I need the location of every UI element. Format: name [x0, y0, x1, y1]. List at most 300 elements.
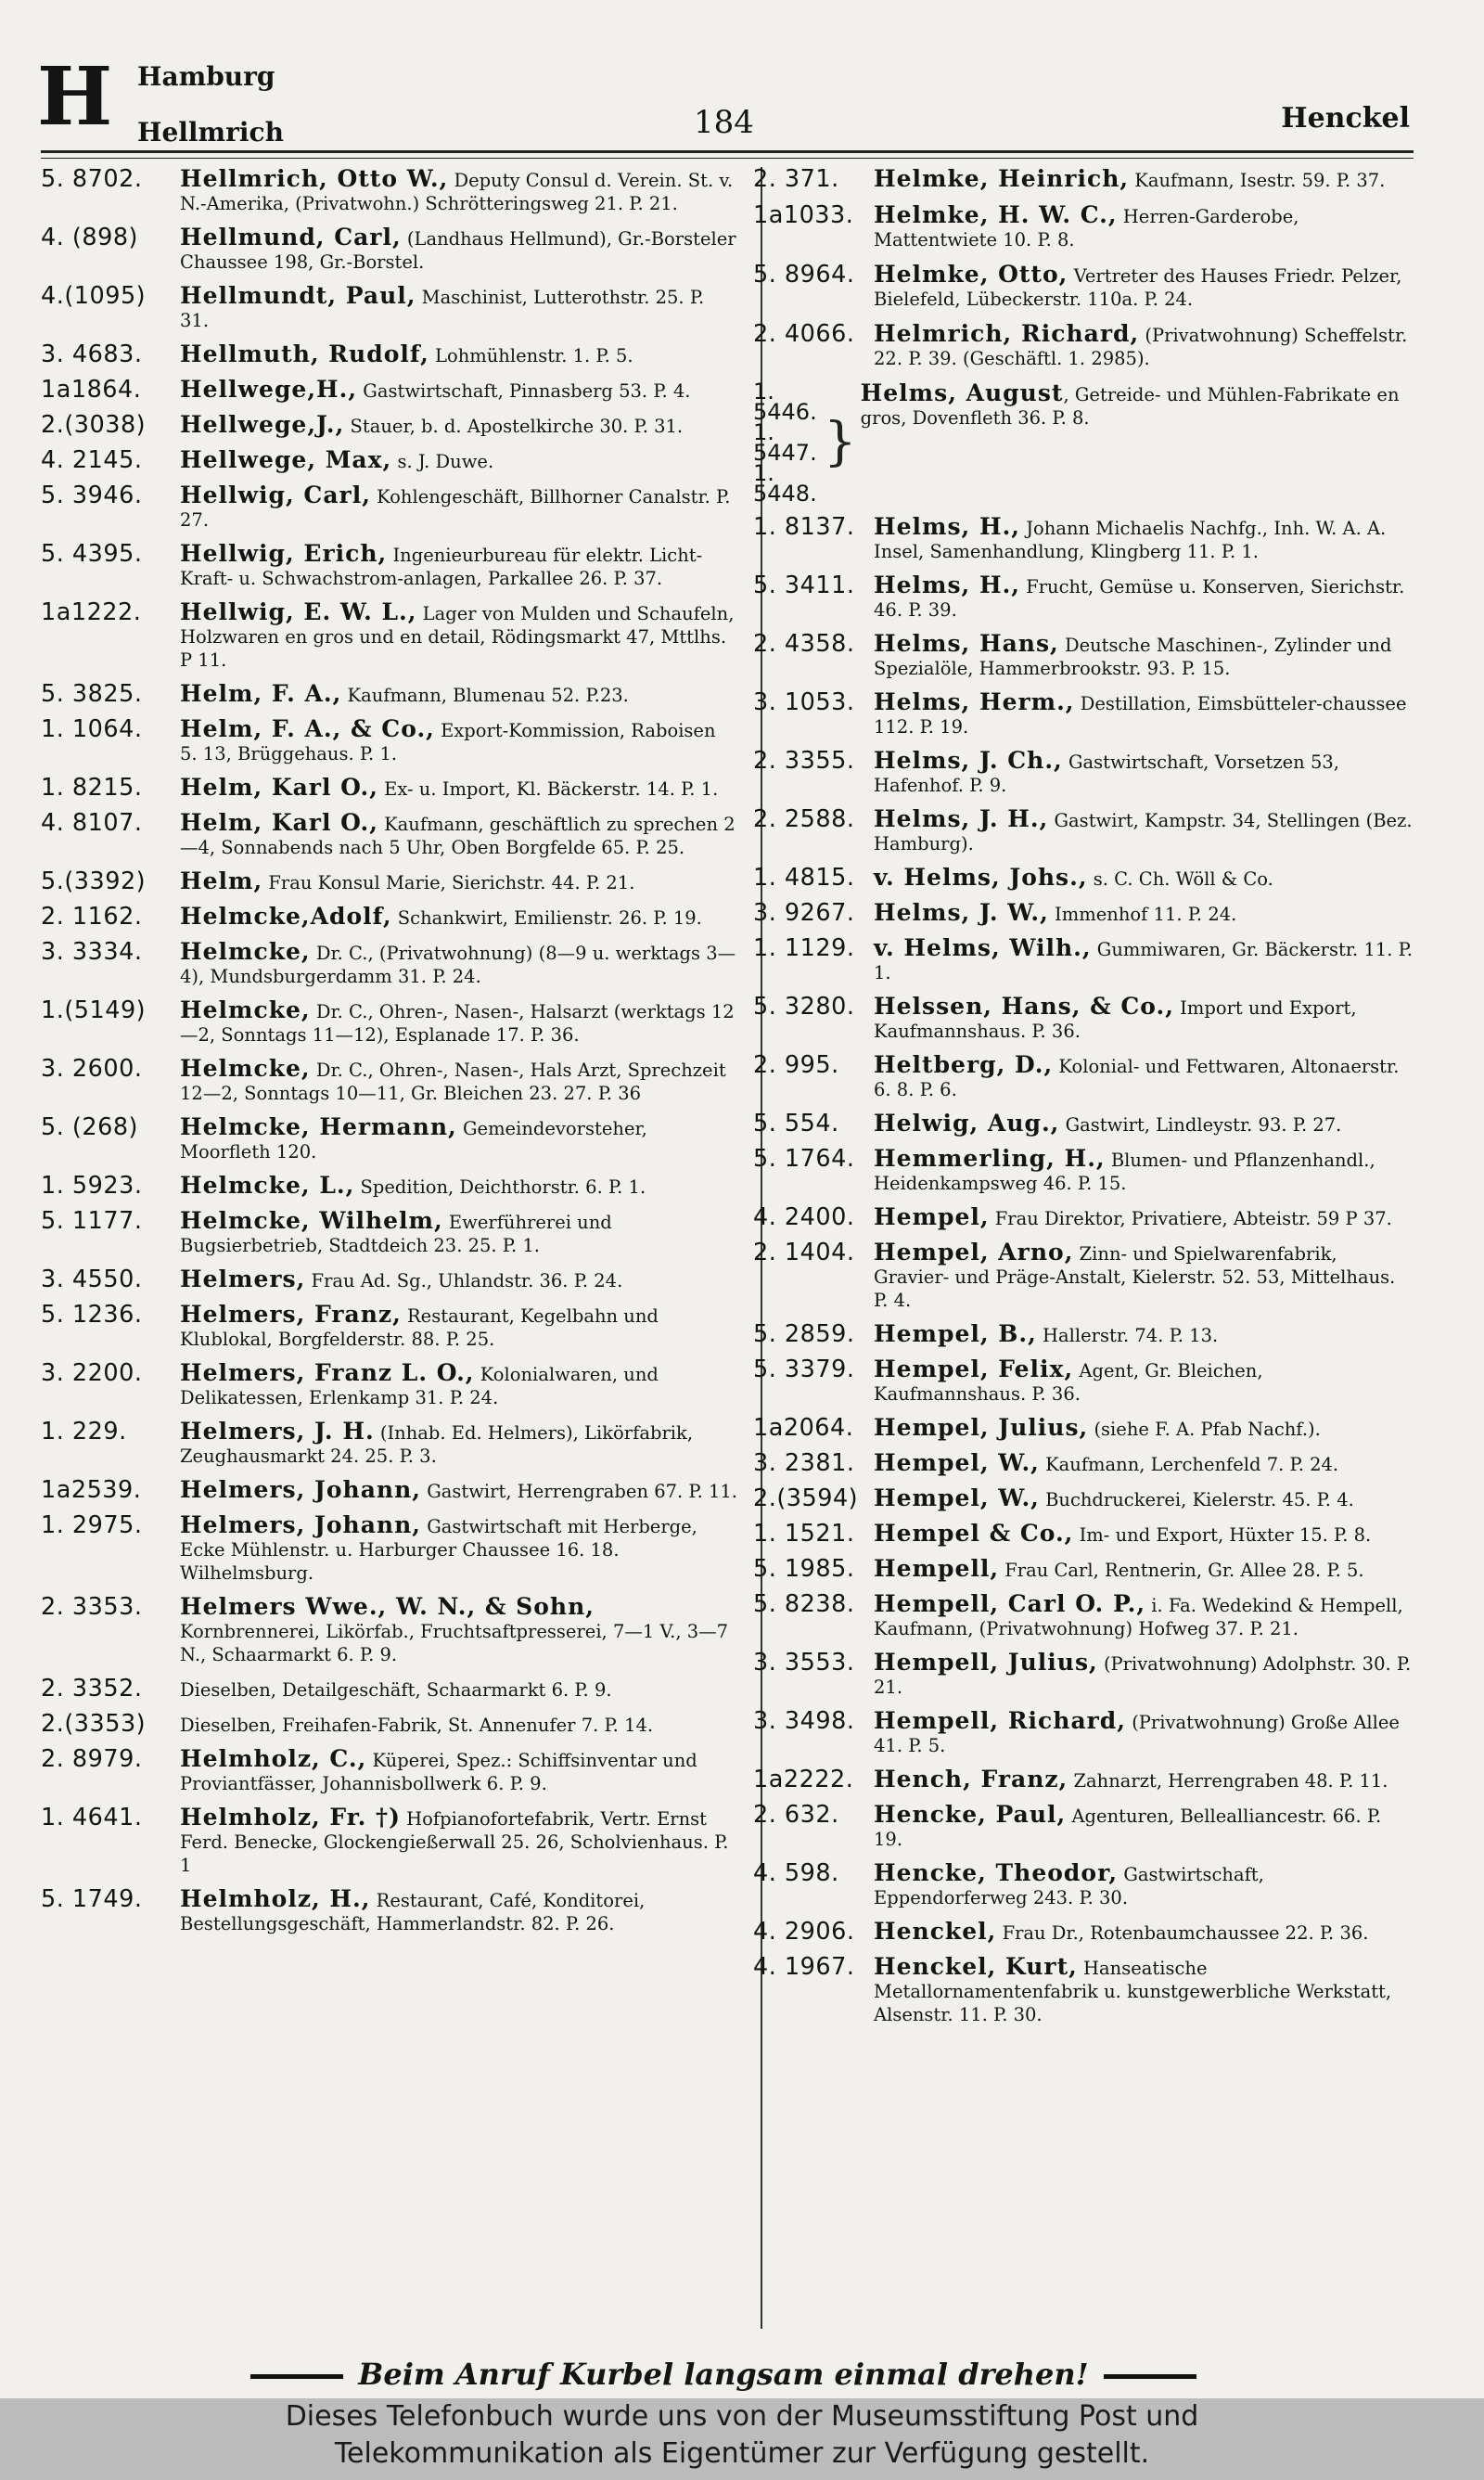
entry-details: Kaufmann, geschäftlich zu sprechen 2—4, Sonnabends nach 5 Uhr, Oben Borgfelde 65. P. 25.: [180, 814, 736, 858]
entry-name: Hempel, B.,: [874, 1320, 1037, 1347]
entry-text: [180, 483, 738, 532]
header-city: Hamburg: [137, 61, 275, 92]
entry-details: i. Fa. Wedekind & Hempell, Kaufmann, (Privatwohnung) Hofweg 37. P. 21.: [874, 1595, 1403, 1639]
entry-number: 3. 3498.: [753, 1707, 855, 1735]
entry-name: Helssen, Hans, & Co.,: [874, 993, 1174, 1020]
credit-line-1: Dieses Telefonbuch wurde uns von der Museumsstiftung Post und: [285, 2400, 1199, 2433]
entry-name: Hellmundt, Paul,: [180, 282, 416, 309]
entry-number: 2. 1162.: [41, 903, 143, 931]
entry-name: Helm, Karl O.,: [180, 774, 378, 801]
directory-entry: [753, 1451, 1414, 1476]
entry-text: [180, 1209, 738, 1257]
entry-name: Helmers, J. H.: [180, 1418, 375, 1445]
directory-entry: [753, 1709, 1414, 1757]
directory-entry: [41, 342, 738, 367]
entry-number: 1. 8137.: [753, 513, 855, 541]
entry-details: Hanseatische Metallornamentenfabrik u. kunstgewerbliche Werkstatt, Alsenstr. 11. P. 30.: [874, 1958, 1392, 2025]
entry-text: [180, 167, 738, 215]
entry-text: [874, 573, 1414, 622]
entry-name: Helms, H.,: [874, 572, 1020, 598]
entry-name: Hencke, Theodor,: [874, 1859, 1119, 1886]
entry-number: 5. 3280.: [753, 993, 855, 1021]
entry-details: (Privatwohnung) Adolphstr. 30. P. 21.: [874, 1653, 1412, 1698]
directory-entry: [753, 167, 1414, 192]
entry-details: (siehe F. A. Pfab Nachf.).: [1094, 1419, 1321, 1440]
entry-number: 4. 8107.: [41, 809, 143, 837]
entry-name: Hempel, W.,: [874, 1484, 1040, 1511]
directory-entry: [753, 573, 1414, 622]
entry-details: Agent, Gr. Bleichen, Kaufmannshaus. P. 36.: [874, 1360, 1263, 1405]
entry-text: [874, 1147, 1414, 1195]
directory-entry: [753, 749, 1414, 797]
directory-entry: [753, 1861, 1414, 1909]
entry-name: Helms, J. Ch.,: [874, 747, 1063, 774]
directory-entry: [41, 167, 738, 215]
entry-text: [180, 776, 738, 801]
entry-number: 5. (268): [41, 1113, 139, 1141]
entry-text: [874, 1955, 1414, 2026]
entry-details: Import und Export, Kaufmannshaus. P. 36.: [874, 997, 1357, 1042]
entry-text: [180, 1513, 738, 1585]
entry-details: Gastwirtschaft, Vorsetzen 53, Hafenhof. P. 9.: [874, 752, 1339, 796]
entry-name: Helmrich, Richard,: [874, 320, 1140, 347]
directory-entry: [41, 998, 738, 1047]
entry-name: Helmke, Otto,: [874, 261, 1068, 288]
directory-entry: [753, 1322, 1414, 1347]
entry-text: [180, 682, 738, 707]
entry-name: Henckel,: [874, 1918, 997, 1945]
entry-number: 1. 1064.: [41, 715, 143, 743]
entry-name: Hellwege, Max,: [180, 446, 392, 473]
entry-text: [874, 167, 1414, 192]
entry-text: [180, 448, 738, 473]
entry-name: Helmcke, Wilhelm,: [180, 1207, 443, 1234]
entry-details: Küperei, Spez.: Schiffsinventar und Proviantfässer, Johannisbollwerk 6. P. 9.: [180, 1750, 697, 1794]
entry-details: Destillation, Eimsbütteler-chaussee 112. P. 19.: [874, 693, 1407, 738]
entry-name: Hempell,: [874, 1555, 1000, 1582]
directory-entry: [41, 542, 738, 590]
entry-name: Helmers,: [180, 1266, 306, 1292]
entry-details: (Privatwohnung) Große Allee 41. P. 5.: [874, 1712, 1400, 1756]
entry-name: Hempel & Co.,: [874, 1520, 1074, 1547]
entry-details: s. C. Ch. Wöll & Co.: [1093, 868, 1273, 890]
entry-text: [874, 1112, 1414, 1137]
entry-details: Frau Konsul Marie, Sierichstr. 44. P. 21.: [268, 872, 635, 893]
directory-entry: [753, 807, 1414, 855]
entry-text: [874, 1592, 1414, 1640]
entry-details: Gastwirtschaft, Eppendorferweg 243. P. 30.: [874, 1864, 1264, 1908]
entry-text: [874, 263, 1414, 311]
entry-text: [874, 1205, 1414, 1230]
entry-details: Zahnarzt, Herrengraben 48. P. 11.: [1073, 1770, 1388, 1792]
entry-number: 1. 4815.: [753, 864, 855, 892]
directory-entry: [753, 1147, 1414, 1195]
entry-number: 5. 1236.: [41, 1301, 143, 1329]
entry-name: Helmers, Franz,: [180, 1301, 402, 1328]
entry-text: [180, 717, 738, 765]
entry-details: Kornbrennerei, Likörfab., Fruchtsaftpresserei, 7—1 V., 3—7 N., Schaarmarkt 6. P. 9.: [180, 1621, 729, 1665]
entry-text: [180, 1420, 738, 1468]
entry-details: (Privatwohnung) Scheffelstr. 22. P. 39. (Geschäftl. 1. 2985).: [874, 325, 1408, 369]
entry-text: [180, 225, 738, 274]
entry-details: Maschinist, Lutterothstr. 25. P. 31.: [180, 287, 705, 331]
entry-details: Kaufmann, Blumenau 52. P.23.: [347, 685, 629, 706]
entry-details: Stauer, b. d. Apostelkirche 30. P. 31.: [350, 416, 684, 437]
directory-entry: [753, 1416, 1414, 1441]
entry-name: Helmcke, Hermann,: [180, 1113, 457, 1140]
footer-dash-right: [1104, 2374, 1196, 2379]
directory-entry: [41, 600, 738, 672]
footer-notice: [176, 2357, 1271, 2392]
entry-text: [180, 1595, 738, 1666]
directory-entry: [41, 1478, 738, 1503]
entry-details: Johann Michaelis Nachfg., Inh. W. A. A. Insel, Samenhandlung, Klingberg 11. P. 1.: [874, 518, 1387, 562]
entry-name: v. Helms, Johs.,: [874, 864, 1088, 891]
entry-text: [874, 995, 1414, 1043]
entry-number: 1a1222.: [41, 598, 142, 626]
entry-text: [180, 811, 738, 859]
entry-name: Hellwig, Erich,: [180, 540, 388, 567]
directory-entry: [753, 866, 1414, 891]
entry-number: 5. 3946.: [41, 482, 143, 509]
header-last-entry: Henckel: [1281, 102, 1410, 135]
entry-name: Helms, J. W.,: [874, 899, 1049, 926]
entry-text: [874, 901, 1414, 926]
directory-entry: [41, 1712, 738, 1737]
entry-number: 2. 995.: [753, 1051, 839, 1079]
entry-number: 3. 2200.: [41, 1359, 143, 1387]
entry-details: Agenturen, Bellealliancestr. 66. P. 19.: [874, 1805, 1382, 1850]
entry-text: [180, 1747, 738, 1795]
directory-entry: [753, 203, 1414, 251]
entry-number: 1. 5448.: [753, 460, 817, 507]
entry-details: Restaurant, Kegelbahn und Klublokal, Borgfelderstr. 88. P. 25.: [180, 1305, 659, 1350]
entry-number: 4. 1967.: [753, 1953, 855, 1981]
entry-number: 5. 3379.: [753, 1356, 855, 1383]
entry-name: Helmers Wwe., W. N., & Sohn,: [180, 1593, 595, 1620]
entry-details: Gastwirt, Herrengraben 67. P. 11.: [427, 1481, 738, 1502]
footer-notice-text: Beim Anruf Kurbel langsam einmal drehen!: [358, 2357, 1089, 2392]
entry-name: Helmke, Heinrich,: [874, 165, 1130, 192]
directory-entry: [753, 1920, 1414, 1945]
directory-entry: [753, 263, 1414, 311]
directory-entry: [41, 1209, 738, 1257]
directory-entry: [41, 284, 738, 332]
directory-entry: [41, 448, 738, 473]
entry-details: Deputy Consul d. Verein. St. v. N.-Amerika, (Privatwohn.) Schrötteringsweg 21. P. 21.: [180, 170, 734, 214]
entry-name: Helm,: [180, 867, 263, 894]
directory-entry: [41, 1595, 738, 1666]
entry-details: Frau Dr., Rotenbaumchaussee 22. P. 36.: [1002, 1922, 1369, 1944]
entry-number: 3. 2381.: [753, 1449, 855, 1477]
entry-name: Hempel,: [874, 1203, 990, 1230]
entry-name: Hemmerling, H.,: [874, 1145, 1106, 1172]
entry-number: 5. 1177.: [41, 1207, 143, 1235]
entry-text: [180, 1174, 738, 1199]
entry-details: Frau Carl, Rentnerin, Gr. Allee 28. P. 5.: [1004, 1560, 1364, 1581]
entry-number: 5.(3392): [41, 867, 147, 895]
entry-number: 5. 2859.: [753, 1320, 855, 1348]
entry-details: Kaufmann, Lerchenfeld 7. P. 24.: [1045, 1454, 1339, 1475]
directory-entry: [41, 869, 738, 894]
directory-entry: [41, 682, 738, 707]
entry-name: Helmke, H. W. C.,: [874, 201, 1118, 228]
entry-text: [180, 1115, 738, 1163]
entry-number: 5. 1749.: [41, 1885, 143, 1913]
entry-details: (Landhaus Hellmund), Gr.-Borsteler Chaussee 198, Gr.-Borstel.: [180, 228, 736, 273]
entry-name: Helmcke,: [180, 996, 311, 1023]
entry-details: Herren-Garderobe, Mattentwiete 10. P. 8.: [874, 206, 1299, 251]
entry-name: Heltberg, D.,: [874, 1051, 1054, 1078]
directory-entry: [753, 1357, 1414, 1406]
directory-entry: [41, 776, 738, 801]
entry-name: Hellmund, Carl,: [180, 224, 402, 251]
entry-text: [874, 936, 1414, 984]
directory-entry: [41, 1361, 738, 1409]
entry-number: 5. 3825.: [41, 680, 143, 708]
entry-number: 5. 1985.: [753, 1555, 855, 1583]
entry-name: Hellmrich, Otto W.,: [180, 165, 449, 192]
entry-details: Gemeindevorsteher, Moorfleth 120.: [180, 1118, 647, 1163]
entry-number: 2.(3038): [41, 411, 147, 439]
entry-name: Helms, Herm.,: [874, 688, 1075, 715]
entry-text: [874, 1651, 1414, 1699]
entry-name: Helmcke,: [180, 1055, 311, 1082]
entry-name: Helm, Karl O.,: [180, 809, 378, 836]
entry-number: 1. 1129.: [753, 934, 855, 962]
directory-entry: [753, 1767, 1414, 1793]
entry-name: Helmholz, C.,: [180, 1745, 367, 1772]
entry-number: 1a2064.: [753, 1414, 854, 1442]
entry-name: Hellwege,J.,: [180, 411, 345, 438]
entry-text: [180, 1805, 738, 1877]
directory-entry: [41, 1267, 738, 1292]
directory-entry: [753, 1486, 1414, 1511]
section-letter: H: [37, 50, 113, 144]
entry-text: [180, 1712, 738, 1737]
directory-entry: [41, 1174, 738, 1199]
directory-entry: [753, 515, 1414, 563]
entry-text: [180, 905, 738, 930]
entry-text: [180, 940, 738, 988]
entry-number: 2. 2588.: [753, 805, 855, 833]
directory-entry: [753, 936, 1414, 984]
header-rule-thin: [41, 158, 1414, 159]
entry-text: [180, 1677, 738, 1702]
entry-text: [874, 690, 1414, 739]
credit-bar: [0, 2398, 1484, 2480]
entry-name: Hempel, W.,: [874, 1449, 1040, 1476]
entry-text: [874, 1416, 1414, 1441]
entry-text: [180, 869, 738, 894]
directory-entry: [41, 1115, 738, 1163]
entry-number: 1. 4641.: [41, 1804, 143, 1831]
entry-details: Lohmühlenstr. 1. P. 5.: [435, 345, 633, 366]
directory-entry: [41, 1420, 738, 1468]
entry-text: [180, 1361, 738, 1409]
entry-name: Helm, F. A., & Co.,: [180, 715, 435, 742]
entry-number: 5. 8238.: [753, 1590, 855, 1618]
entry-details: Frau Ad. Sg., Uhlandstr. 36. P. 24.: [311, 1270, 623, 1291]
entry-details: Ewerführerei und Bugsierbetrieb, Stadtdeich 23. 25. P. 1.: [180, 1212, 612, 1256]
entry-details: Kaufmann, Isestr. 59. P. 37.: [1134, 170, 1386, 191]
entry-text: [874, 203, 1414, 251]
entry-text: [180, 413, 738, 438]
entry-details: Immenhof 11. P. 24.: [1055, 904, 1237, 925]
entry-name: Helmers, Franz L. O.,: [180, 1359, 475, 1386]
entry-text: [874, 1053, 1414, 1101]
entry-name: Helm, F. A.,: [180, 680, 342, 707]
entry-number: 3. 1053.: [753, 688, 855, 716]
entry-details: Dieselben, Freihafen-Fabrik, St. Annenufer 7. P. 14.: [180, 1715, 654, 1736]
entry-details: Spedition, Deichthorstr. 6. P. 1.: [360, 1176, 646, 1198]
entry-details: Dr. C., Ohren-, Nasen-, Hals Arzt, Sprechzeit 12—2, Sonntags 10—11, Gr. Bleichen 23. 27. P. 36: [180, 1060, 726, 1104]
entry-details: Export-Kommission, Raboisen 5. 13, Brüggehaus. P. 1.: [180, 720, 716, 765]
entry-details: Ingenieurbureau für elektr. Licht- Kraft- u. Schwachstrom-anlagen, Parkallee 26. P. 37.: [180, 545, 703, 589]
entry-details: Lager von Mulden und Schaufeln, Holzwaren en gros und en detail, Rödingsmarkt 47, Mttlhs. P 11.: [180, 603, 735, 671]
entry-number: 3. 4683.: [41, 341, 143, 368]
entry-number: 4. (898): [41, 224, 139, 251]
entry-number: 2. 371.: [753, 165, 839, 193]
directory-entry: [41, 483, 738, 532]
entry-text: [180, 600, 738, 672]
entry-text: [874, 1357, 1414, 1406]
entry-details: Kolonialwaren, und Delikatessen, Erlenkamp 31. P. 24.: [180, 1364, 659, 1408]
entry-details: Kohlengeschäft, Billhorner Canalstr. P. 27.: [180, 486, 731, 531]
entry-name: Hellwig, Carl,: [180, 482, 371, 508]
directory-entry: [41, 811, 738, 859]
entry-number: 2. 3352.: [41, 1675, 143, 1703]
entry-text: [874, 515, 1414, 563]
entry-details: Deutsche Maschinen-, Zylinder und Spezialöle, Hammerbrookstr. 93. P. 15.: [874, 635, 1392, 679]
entry-number: 1a1864.: [41, 376, 142, 404]
multi-number-group: [753, 379, 861, 507]
entry-number: 1a2222.: [753, 1766, 854, 1793]
entry-number: 2. 3355.: [753, 747, 855, 775]
page-number: 184: [694, 104, 754, 141]
entry-details: Dieselben, Detailgeschäft, Schaarmarkt 6. P. 9.: [180, 1679, 612, 1701]
entry-details: Blumen- und Pflanzenhandl., Heidenkampsweg 46. P. 15.: [874, 1150, 1375, 1194]
entry-name: v. Helms, Wilh.,: [874, 934, 1092, 961]
entry-numbers: [753, 379, 824, 507]
entry-name: Hellwig, E. W. L.,: [180, 598, 417, 625]
entry-number: 2.(3353): [41, 1710, 147, 1738]
header-first-entry: Hellmrich: [137, 117, 284, 148]
entry-name: Helwig, Aug.,: [874, 1110, 1060, 1137]
directory-entry: [753, 1205, 1414, 1230]
entry-details: s. J. Duwe.: [397, 451, 494, 472]
entry-name: Helms, J. H.,: [874, 805, 1049, 832]
entry-text: [180, 1303, 738, 1351]
entry-details: Im- und Export, Hüxter 15. P. 8.: [1079, 1524, 1372, 1546]
entry-number: 5. 3411.: [753, 572, 855, 599]
entry-number: 4. 2906.: [753, 1918, 855, 1946]
entry-details: Getreide- und Mühlen-Fabrikate en gros, Dovenfleth 36. P. 8.: [860, 384, 1400, 429]
entry-name: Hempel, Felix,: [874, 1356, 1074, 1382]
entry-details: Frau Direktor, Privatiere, Abteistr. 59 P 37.: [994, 1208, 1392, 1229]
directory-entry: [41, 940, 738, 988]
entry-text: [874, 1451, 1414, 1476]
entry-name: Hempell, Julius,: [874, 1649, 1098, 1676]
entry-text: [874, 1767, 1414, 1793]
entry-number: 2. 632.: [753, 1801, 839, 1829]
entry-name: Hempell, Carl O. P.,: [874, 1590, 1146, 1617]
directory-entry: [753, 1240, 1414, 1312]
entry-number: 3. 4550.: [41, 1266, 143, 1293]
entry-number: 5. 4395.: [41, 540, 143, 568]
entry-details: Hallerstr. 74. P. 13.: [1043, 1325, 1219, 1346]
directory-entry: [41, 717, 738, 765]
entry-number: 1. 1521.: [753, 1520, 855, 1548]
entry-name: Helmholz, H.,: [180, 1885, 371, 1912]
entry-name: Helmholz, Fr. †): [180, 1804, 401, 1831]
entry-number: 3. 3334.: [41, 938, 143, 966]
entry-number: 1a1033.: [753, 201, 854, 229]
entry-number: 2.(3594): [753, 1484, 859, 1512]
entry-text: [874, 749, 1414, 797]
entry-number: 1. 8215.: [41, 774, 143, 802]
entry-details: Ex- u. Import, Kl. Bäckerstr. 14. P. 1.: [384, 778, 719, 800]
entry-number: 2. 1404.: [753, 1239, 855, 1266]
directory-entry: [753, 995, 1414, 1043]
entry-name: Helms, Hans,: [874, 630, 1059, 657]
directory-entry: [41, 1303, 738, 1351]
entry-details: Gummiwaren, Gr. Bäckerstr. 11. P. 1.: [874, 939, 1413, 983]
right-column: [753, 167, 1414, 2037]
entry-details: Buchdruckerei, Kielerstr. 45. P. 4.: [1045, 1489, 1354, 1510]
directory-entry: [753, 1053, 1414, 1101]
credit-line-2: Telekommunikation als Eigentümer zur Verfügung gestellt.: [334, 2437, 1150, 2470]
directory-entry: [41, 378, 738, 403]
entry-name: Helms, H.,: [874, 513, 1020, 540]
entry-number: 4.(1095): [41, 282, 147, 310]
header-rule: [41, 150, 1414, 153]
entry-text: [180, 378, 738, 403]
entry-number: 1a2539.: [41, 1476, 142, 1504]
entry-text: [874, 1557, 1414, 1582]
entry-text: [874, 1709, 1414, 1757]
entry-text: [874, 1240, 1414, 1312]
entry-number: 3. 9267.: [753, 899, 855, 927]
entry-details: Gastwirt, Lindleystr. 93. P. 27.: [1065, 1114, 1342, 1136]
entry-number: 5. 554.: [753, 1110, 839, 1137]
entry-number: 1. 5923.: [41, 1172, 143, 1200]
directory-entry: [753, 1112, 1414, 1137]
entry-text: [874, 1920, 1414, 1945]
entry-details: Kolonial- und Fettwaren, Altonaerstr. 6. 8. P. 6.: [874, 1056, 1400, 1100]
entry-text: [180, 1057, 738, 1105]
entry-name: Helmcke,: [180, 938, 311, 965]
directory-entry: [753, 632, 1414, 680]
entry-text: [874, 866, 1414, 891]
entry-text: [874, 322, 1414, 370]
directory-entry: [753, 690, 1414, 739]
directory-entry: [41, 1057, 738, 1105]
directory-entry: [753, 1803, 1414, 1851]
brace-icon: }: [824, 412, 857, 472]
entry-details: Zinn- und Spielwarenfabrik, Gravier- und Präge-Anstalt, Kielerstr. 52. 53, Mittelhaus. P. 4.: [874, 1243, 1396, 1311]
directory-entry: [753, 1557, 1414, 1582]
directory-entry: [41, 1677, 738, 1702]
entry-details: Gastwirtschaft, Pinnasberg 53. P. 4.: [363, 380, 691, 402]
left-column: [41, 167, 738, 1946]
entry-number: 2. 4358.: [753, 630, 855, 658]
entry-text: [180, 998, 738, 1047]
entry-number: 5. 8964.: [753, 261, 855, 289]
entry-number: 4. 2145.: [41, 446, 143, 474]
entry-name: Hempel, Julius,: [874, 1414, 1089, 1441]
entry-name: Helmcke, L.,: [180, 1172, 355, 1199]
